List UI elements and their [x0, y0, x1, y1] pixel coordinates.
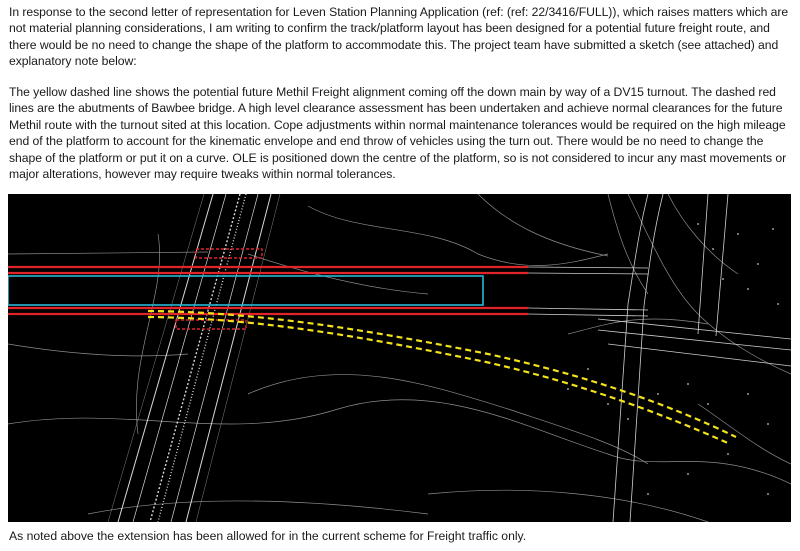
explanatory-paragraph: The yellow dashed line shows the potential future Methil Freight alignment coming off the down main by way of a DV15 turnout. The dashed red lines are the abutments of Bawbee bridge. A high level clearance assessment has been undertaken and achieve normal clearances for the future Methil route with the turnout sited at this location. Cope adjustments within normal maintenance tolerances would be required on the high mileage end of the platform to account for the kinematic envelope and end throw of vehicles using the turn out. There would be no need to change the shape of the platform or put it on a curve. OLE is positioned down the centre of the platform, so is not considered to incur any mast movements or major alterations, however may require tweaks within normal tolerances.	[9, 85, 787, 182]
road-overbridge	[108, 194, 280, 522]
background-linework	[8, 194, 791, 522]
vegetation-dots	[567, 223, 779, 495]
caption: As noted above the extension has been allowed for in the current scheme for Freight traffic only.	[9, 529, 527, 543]
track-layout-sketch	[8, 194, 791, 522]
right-road-linework	[598, 194, 791, 522]
running-rails	[8, 267, 528, 314]
intro-paragraph: In response to the second letter of representation for Leven Station Planning Application (ref: (ref: 22/3416/FULL)), which raises matters which are not material planning considerations, I am writing to confirm the track/platform layout has been designed for a potential future freight route, and there would be no need to change the shape of the platform to accommodate this. The project team have submitted a sketch (see attached) and explanatory note below:	[9, 5, 789, 69]
